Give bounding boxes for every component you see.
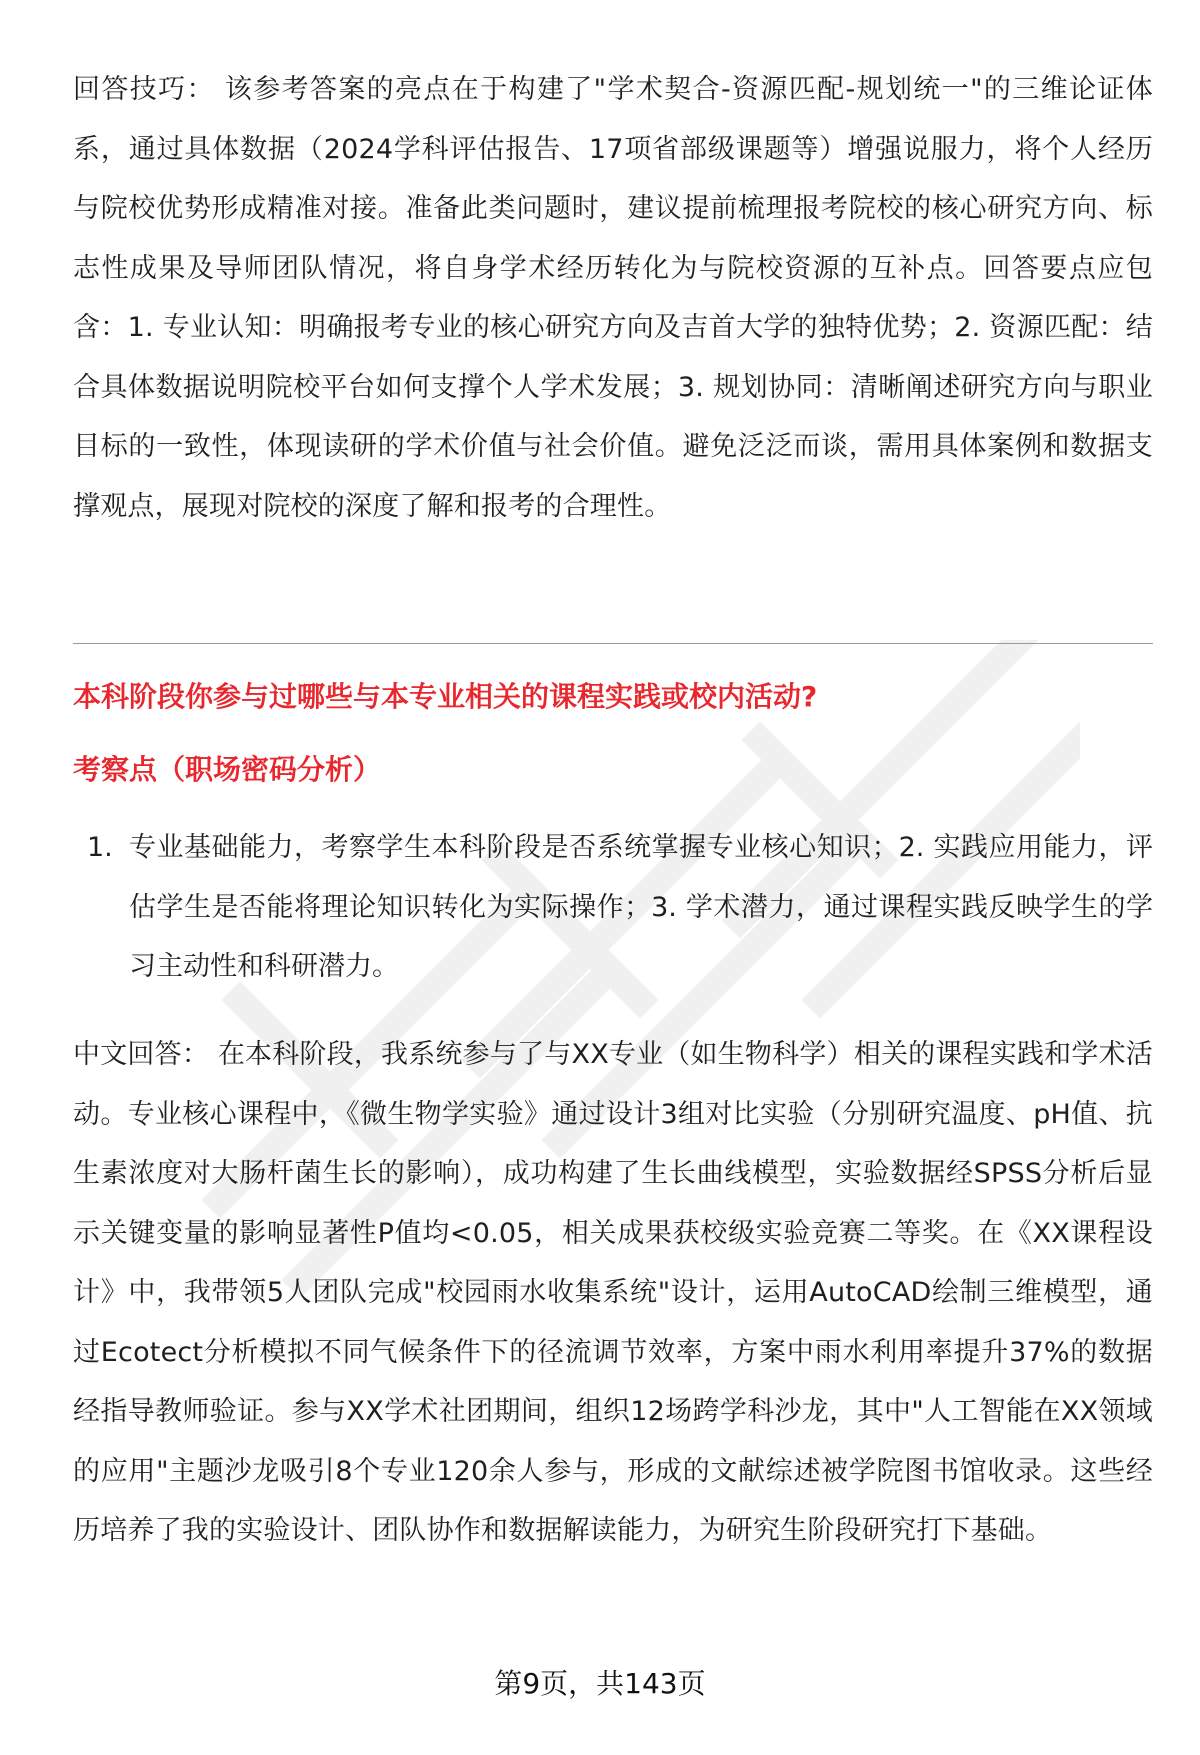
list-item-marker: 1. <box>87 832 113 863</box>
section-divider <box>73 643 1153 644</box>
tips-text: 该参考答案的亮点在于构建了"学术契合-资源匹配-规划统一"的三维论证体系，通过具体数据（2024学科评估报告、17项省部级课题等）增强说服力，将个人经历与院校优势形成精准对接。准备此类问题时，建议提前梳理报考院校的核心研究方向、标志性成果及导师团队情况，将自身学术经历转化为与院校资源的互补点。回答要点应包含：1. 专业认知：明确报考专业的核心研究方向及吉首大学的独特优势；2. 资源匹配：结合具体数据说明院校平台如何支撑个人学术发展；3. 规划协同：清晰阐述研究方向与职业目标的一致性，体现读研的学术价值与社会价值。避免泛泛而谈，需用具体案例和数据支撑观点，展现对院校的深度了解和报考的合理性。 <box>73 74 1153 522</box>
exam-points-list <box>73 818 1153 997</box>
page-number-footer: 第9页，共143页 <box>494 1667 706 1700</box>
tips-label: 回答技巧： <box>73 74 215 105</box>
answer-text: 在本科阶段，我系统参与了与XX专业（如生物科学）相关的课程实践和学术活动。专业核心课程中，《微生物学实验》通过设计3组对比实验（分别研究温度、pH值、抗生素浓度对大肠杆菌生长的影响），成功构建了生长曲线模型，实验数据经SPSS分析后显示关键变量的影响显著性P值均<0.05，相关成果获校级实验竞赛二等奖。在《XX课程设计》中，我带领5人团队完成"校园雨水收集系统"设计，运用AutoCAD绘制三维模型，通过Ecotect分析模拟不同气候条件下的径流调节效率，方案中雨水利用率提升37%的数据经指导教师验证。参与XX学术社团期间，组织12场跨学科沙龙，其中"人工智能在XX领域的应用"主题沙龙吸引8个专业120余人参与，形成的文献综述被学院图书馆收录。这些经历培养了我的实验设计、团队协作和数据解读能力，为研究生阶段研究打下基础。 <box>73 1039 1153 1546</box>
question-title: 本科阶段你参与过哪些与本专业相关的课程实践或校内活动? <box>73 680 818 713</box>
chinese-answer-paragraph <box>73 1025 1153 1561</box>
exam-points-heading: 考察点（职场密码分析） <box>73 753 382 786</box>
answer-tips-paragraph <box>73 60 1153 536</box>
list-item <box>73 818 1153 997</box>
list-item-text: 专业基础能力，考察学生本科阶段是否系统掌握专业核心知识；2. 实践应用能力，评估学生是否能将理论知识转化为实际操作；3. 学术潜力，通过课程实践反映学生的学习主动性和科研潜力。 <box>129 832 1153 982</box>
answer-label: 中文回答： <box>73 1039 210 1070</box>
